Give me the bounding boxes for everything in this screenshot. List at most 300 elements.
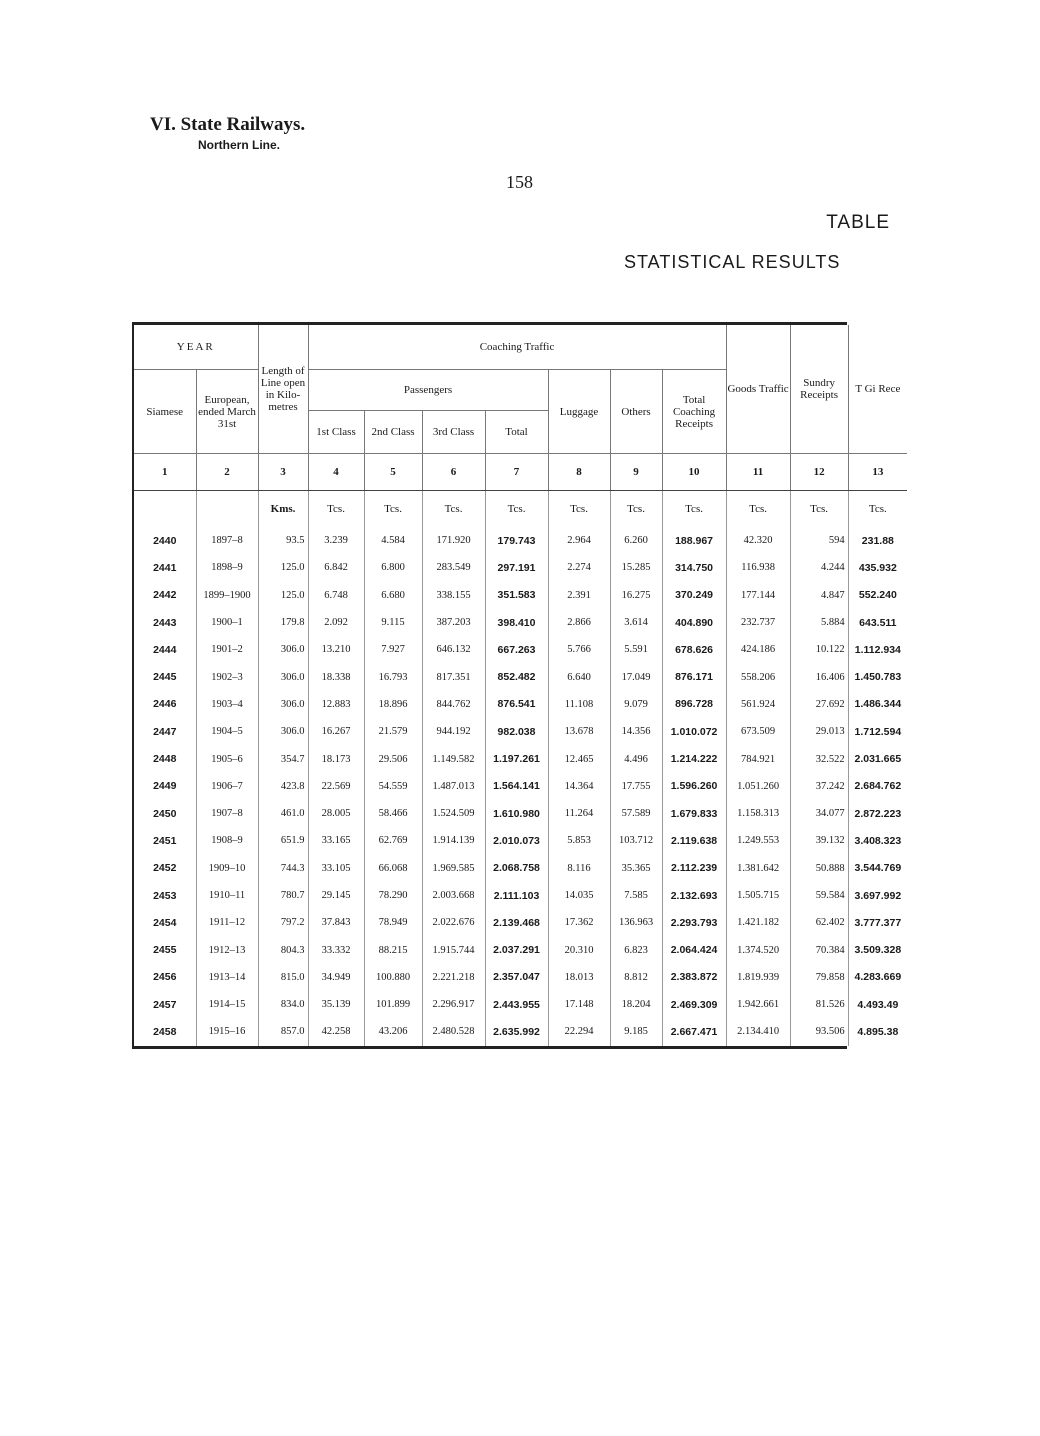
- table-cell: 1.610.980: [485, 800, 548, 827]
- unit-cell: Tcs.: [308, 491, 364, 528]
- table-cell: 22.294: [548, 1018, 610, 1045]
- table-cell: 18.204: [610, 991, 662, 1018]
- table-cell: 136.963: [610, 909, 662, 936]
- third-class-header: 3rd Class: [422, 411, 485, 454]
- table-cell: 1.942.661: [726, 991, 790, 1018]
- luggage-header: Luggage: [548, 370, 610, 454]
- table-cell: 2.383.872: [662, 964, 726, 991]
- year-header: YEAR: [134, 325, 258, 370]
- table-cell: 1897–8: [196, 527, 258, 554]
- table-cell: 177.144: [726, 582, 790, 609]
- col-number: 12: [790, 454, 848, 491]
- table-cell: 1.819.939: [726, 964, 790, 991]
- table-cell: 651.9: [258, 827, 308, 854]
- col-number: 4: [308, 454, 364, 491]
- table-cell: 2441: [134, 554, 196, 581]
- table-cell: 28.005: [308, 800, 364, 827]
- table-cell: 2.635.992: [485, 1018, 548, 1045]
- col-number: 3: [258, 454, 308, 491]
- table-cell: 14.356: [610, 718, 662, 745]
- table-row: [134, 964, 907, 991]
- statistics-table-container: [132, 322, 902, 1049]
- col-number: 9: [610, 454, 662, 491]
- table-cell: 424.186: [726, 636, 790, 663]
- table-cell: 797.2: [258, 909, 308, 936]
- unit-cell: Tcs.: [422, 491, 485, 528]
- table-cell: 34.949: [308, 964, 364, 991]
- table-row: [134, 991, 907, 1018]
- table-cell: 594: [790, 527, 848, 554]
- table-cell: 1913–14: [196, 964, 258, 991]
- table-cell: 2.022.676: [422, 909, 485, 936]
- table-cell: 2.872.223: [854, 807, 902, 820]
- table-cell: 14.364: [548, 773, 610, 800]
- table-cell: 423.8: [258, 773, 308, 800]
- table-row: [134, 609, 907, 636]
- table-cell: 29.145: [308, 882, 364, 909]
- table-cell: 2.119.638: [662, 827, 726, 854]
- table-cell: 6.640: [548, 663, 610, 690]
- table-cell: 1.197.261: [485, 745, 548, 772]
- table-cell: 78.949: [364, 909, 422, 936]
- table-cell: 2444: [134, 636, 196, 663]
- table-cell: 876.541: [485, 691, 548, 718]
- table-cell: 558.206: [726, 663, 790, 690]
- table-cell: 1.374.520: [726, 936, 790, 963]
- table-cell: 1900–1: [196, 609, 258, 636]
- table-cell: 6.748: [308, 582, 364, 609]
- table-cell: 171.920: [422, 527, 485, 554]
- table-cell: 179.8: [258, 609, 308, 636]
- table-cell: 9.185: [610, 1018, 662, 1045]
- table-cell: 2.469.309: [662, 991, 726, 1018]
- passengers-total-header: Total: [485, 411, 548, 454]
- table-label: TABLE: [826, 212, 890, 233]
- table-cell: 643.511: [859, 616, 897, 629]
- table-cell: 4.493.49: [857, 998, 899, 1011]
- col-number: 1: [134, 454, 196, 491]
- table-cell: 32.522: [790, 745, 848, 772]
- table-cell: 57.589: [610, 800, 662, 827]
- line-subtitle: Northern Line.: [198, 138, 281, 152]
- table-cell: 2456: [134, 964, 196, 991]
- table-cell: 5.884: [790, 609, 848, 636]
- table-cell: 2.221.218: [422, 964, 485, 991]
- table-cell: 1912–13: [196, 936, 258, 963]
- table-cell: 2.964: [548, 527, 610, 554]
- table-cell: 1904–5: [196, 718, 258, 745]
- table-cell: 2449: [134, 773, 196, 800]
- table-cell: 2458: [134, 1018, 196, 1045]
- col-number: 7: [485, 454, 548, 491]
- table-row: [134, 827, 907, 854]
- table-cell: 1.914.139: [422, 827, 485, 854]
- table-cell: 815.0: [258, 964, 308, 991]
- table-cell: 35.365: [610, 855, 662, 882]
- table-row: [134, 800, 907, 827]
- table-cell: 2445: [134, 663, 196, 690]
- table-cell: 2.139.468: [485, 909, 548, 936]
- table-cell: 42.320: [726, 527, 790, 554]
- table-cell: 1.051.260: [726, 773, 790, 800]
- table-cell: 1.249.553: [726, 827, 790, 854]
- coaching-traffic-header: Coaching Traffic: [308, 325, 726, 370]
- table-cell: 78.290: [364, 882, 422, 909]
- column-number-row: [134, 454, 907, 491]
- table-cell: 17.755: [610, 773, 662, 800]
- table-cell: 33.165: [308, 827, 364, 854]
- table-cell: 3.614: [610, 609, 662, 636]
- table-cell: 2.037.291: [485, 936, 548, 963]
- table-cell: 43.206: [364, 1018, 422, 1045]
- unit-cell: Tcs.: [364, 491, 422, 528]
- table-cell: 338.155: [422, 582, 485, 609]
- table-cell: 4.496: [610, 745, 662, 772]
- first-class-header: 1st Class: [308, 411, 364, 454]
- table-cell: 844.762: [422, 691, 485, 718]
- table-row: [134, 882, 907, 909]
- table-cell: 1.450.783: [854, 671, 902, 684]
- table-cell: 66.068: [364, 855, 422, 882]
- table-cell: 1.381.642: [726, 855, 790, 882]
- table-cell: 1.596.260: [662, 773, 726, 800]
- table-cell: 2454: [134, 909, 196, 936]
- table-cell: 20.310: [548, 936, 610, 963]
- unit-cell: Tcs.: [662, 491, 726, 528]
- table-cell: 13.210: [308, 636, 364, 663]
- col-number: 8: [548, 454, 610, 491]
- table-cell: 1898–9: [196, 554, 258, 581]
- unit-cell: Tcs.: [868, 503, 887, 515]
- others-header: Others: [610, 370, 662, 454]
- table-cell: 1.712.594: [854, 725, 902, 738]
- page-number: 158: [506, 172, 533, 192]
- col-number: 5: [364, 454, 422, 491]
- table-cell: 2.667.471: [662, 1018, 726, 1045]
- table-cell: 6.842: [308, 554, 364, 581]
- table-cell: 3.239: [308, 527, 364, 554]
- table-cell: 1914–15: [196, 991, 258, 1018]
- table-cell: 4.895.38: [857, 1025, 899, 1038]
- table-cell: 2440: [134, 527, 196, 554]
- table-cell: 7.927: [364, 636, 422, 663]
- table-cell: 2443: [134, 609, 196, 636]
- table-cell: 231.88: [861, 534, 894, 547]
- table-row: [134, 936, 907, 963]
- table-cell: 101.899: [364, 991, 422, 1018]
- results-label: STATISTICAL RESULTS: [624, 252, 841, 272]
- gross-receipts-header: T Gi Rece: [848, 325, 907, 454]
- table-cell: 2.111.103: [485, 882, 548, 909]
- table-cell: 4.244: [790, 554, 848, 581]
- col-number: 11: [726, 454, 790, 491]
- goods-header: Goods Traffic: [726, 325, 790, 454]
- table-cell: 804.3: [258, 936, 308, 963]
- table-cell: 3.408.323: [854, 834, 902, 847]
- table-cell: 39.132: [790, 827, 848, 854]
- table-cell: 93.506: [790, 1018, 848, 1045]
- table-cell: 12.465: [548, 745, 610, 772]
- table-cell: 16.406: [790, 663, 848, 690]
- table-cell: 404.890: [662, 609, 726, 636]
- unit-cell: [134, 491, 196, 528]
- passengers-header: Passengers: [308, 370, 548, 411]
- table-cell: 88.215: [364, 936, 422, 963]
- table-cell: 2446: [134, 691, 196, 718]
- table-cell: 2455: [134, 936, 196, 963]
- table-cell: 18.338: [308, 663, 364, 690]
- table-cell: 15.285: [610, 554, 662, 581]
- table-cell: 37.242: [790, 773, 848, 800]
- table-cell: 10.122: [790, 636, 848, 663]
- unit-cell: [196, 491, 258, 528]
- table-cell: 561.924: [726, 691, 790, 718]
- table-cell: 33.332: [308, 936, 364, 963]
- table-cell: 306.0: [258, 663, 308, 690]
- table-cell: 8.116: [548, 855, 610, 882]
- table-cell: 1.010.072: [662, 718, 726, 745]
- table-cell: 646.132: [422, 636, 485, 663]
- table-cell: 6.823: [610, 936, 662, 963]
- table-cell: 370.249: [662, 582, 726, 609]
- table-cell: 2.031.665: [854, 753, 902, 766]
- table-cell: 1.969.585: [422, 855, 485, 882]
- table-cell: 678.626: [662, 636, 726, 663]
- table-cell: 780.7: [258, 882, 308, 909]
- table-cell: 744.3: [258, 855, 308, 882]
- table-cell: 16.275: [610, 582, 662, 609]
- table-cell: 18.013: [548, 964, 610, 991]
- table-row: [134, 691, 907, 718]
- table-cell: 1.158.313: [726, 800, 790, 827]
- table-cell: 2.443.955: [485, 991, 548, 1018]
- table-cell: 103.712: [610, 827, 662, 854]
- col-number: 13: [848, 454, 907, 491]
- table-cell: 2.684.762: [854, 780, 902, 793]
- table-row: [134, 527, 907, 554]
- table-cell: 1903–4: [196, 691, 258, 718]
- table-cell: 1.679.833: [662, 800, 726, 827]
- table-cell: 1.564.141: [485, 773, 548, 800]
- table-cell: 50.888: [790, 855, 848, 882]
- statistics-table: [134, 325, 907, 1046]
- table-cell: 16.793: [364, 663, 422, 690]
- table-cell: 896.728: [662, 691, 726, 718]
- table-cell: 6.260: [610, 527, 662, 554]
- table-cell: 22.569: [308, 773, 364, 800]
- sundry-header: Sundry Receipts: [790, 325, 848, 454]
- table-cell: 5.591: [610, 636, 662, 663]
- european-header: European, ended March 31st: [196, 370, 258, 454]
- table-cell: 29.013: [790, 718, 848, 745]
- table-cell: 33.105: [308, 855, 364, 882]
- table-row: [134, 773, 907, 800]
- unit-cell: Tcs.: [790, 491, 848, 528]
- table-cell: 2.296.917: [422, 991, 485, 1018]
- table-cell: 16.267: [308, 718, 364, 745]
- length-header: Length of Line open in Kilo-metres: [258, 325, 308, 454]
- table-cell: 2.480.528: [422, 1018, 485, 1045]
- table-cell: 14.035: [548, 882, 610, 909]
- second-class-header: 2nd Class: [364, 411, 422, 454]
- table-cell: 4.584: [364, 527, 422, 554]
- table-cell: 1902–3: [196, 663, 258, 690]
- unit-cell: Tcs.: [548, 491, 610, 528]
- table-cell: 435.932: [858, 561, 897, 574]
- table-cell: 2.866: [548, 609, 610, 636]
- table-cell: 116.938: [726, 554, 790, 581]
- table-cell: 944.192: [422, 718, 485, 745]
- table-cell: 1.524.509: [422, 800, 485, 827]
- table-cell: 1906–7: [196, 773, 258, 800]
- table-cell: 2.068.758: [485, 855, 548, 882]
- table-cell: 2.003.668: [422, 882, 485, 909]
- table-cell: 2.134.410: [726, 1018, 790, 1045]
- unit-cell: Kms.: [258, 491, 308, 528]
- col-number: 2: [196, 454, 258, 491]
- table-cell: 2.092: [308, 609, 364, 636]
- table-cell: 100.880: [364, 964, 422, 991]
- table-cell: 2.112.239: [662, 855, 726, 882]
- table-cell: 42.258: [308, 1018, 364, 1045]
- table-cell: 232.737: [726, 609, 790, 636]
- table-cell: 2450: [134, 800, 196, 827]
- table-cell: 673.509: [726, 718, 790, 745]
- table-cell: 125.0: [258, 582, 308, 609]
- table-row: [134, 855, 907, 882]
- table-cell: 2.293.793: [662, 909, 726, 936]
- table-cell: 306.0: [258, 636, 308, 663]
- table-cell: 34.077: [790, 800, 848, 827]
- table-cell: 9.115: [364, 609, 422, 636]
- table-cell: 93.5: [258, 527, 308, 554]
- table-cell: 2448: [134, 745, 196, 772]
- table-cell: 667.263: [485, 636, 548, 663]
- table-cell: 1909–10: [196, 855, 258, 882]
- table-cell: 11.108: [548, 691, 610, 718]
- table-row: [134, 582, 907, 609]
- table-cell: 351.583: [485, 582, 548, 609]
- table-row: [134, 1018, 907, 1045]
- table-cell: 125.0: [258, 554, 308, 581]
- table-cell: 18.896: [364, 691, 422, 718]
- table-cell: 1899–1900: [196, 582, 258, 609]
- table-row: [134, 636, 907, 663]
- table-cell: 2.064.424: [662, 936, 726, 963]
- table-cell: 179.743: [485, 527, 548, 554]
- col-number: 6: [422, 454, 485, 491]
- table-cell: 2447: [134, 718, 196, 745]
- table-cell: 784.921: [726, 745, 790, 772]
- table-cell: 857.0: [258, 1018, 308, 1045]
- table-cell: 1.149.582: [422, 745, 485, 772]
- table-cell: 8.812: [610, 964, 662, 991]
- table-cell: 1.486.344: [854, 698, 902, 711]
- table-cell: 17.362: [548, 909, 610, 936]
- table-cell: 834.0: [258, 991, 308, 1018]
- table-cell: 54.559: [364, 773, 422, 800]
- table-cell: 7.585: [610, 882, 662, 909]
- table-cell: 5.766: [548, 636, 610, 663]
- table-cell: 3.697.992: [854, 889, 902, 902]
- table-row: [134, 745, 907, 772]
- table-cell: 2442: [134, 582, 196, 609]
- table-cell: 1.112.934: [854, 643, 901, 656]
- table-cell: 58.466: [364, 800, 422, 827]
- table-row: [134, 718, 907, 745]
- table-cell: 81.526: [790, 991, 848, 1018]
- table-cell: 37.843: [308, 909, 364, 936]
- table-cell: 1.214.222: [662, 745, 726, 772]
- table-cell: 1.421.182: [726, 909, 790, 936]
- table-cell: 62.769: [364, 827, 422, 854]
- table-cell: 17.049: [610, 663, 662, 690]
- table-cell: 29.506: [364, 745, 422, 772]
- table-cell: 461.0: [258, 800, 308, 827]
- table-cell: 4.283.669: [854, 971, 902, 984]
- col-number: 10: [662, 454, 726, 491]
- table-cell: 876.171: [662, 663, 726, 690]
- table-cell: 2.274: [548, 554, 610, 581]
- table-cell: 2.010.073: [485, 827, 548, 854]
- table-cell: 59.584: [790, 882, 848, 909]
- table-cell: 3.777.377: [854, 916, 902, 929]
- table-cell: 306.0: [258, 691, 308, 718]
- table-cell: 817.351: [422, 663, 485, 690]
- table-cell: 2.132.693: [662, 882, 726, 909]
- table-cell: 27.692: [790, 691, 848, 718]
- table-cell: 11.264: [548, 800, 610, 827]
- table-row: [134, 909, 907, 936]
- table-cell: 283.549: [422, 554, 485, 581]
- table-cell: 62.402: [790, 909, 848, 936]
- siamese-header: Siamese: [134, 370, 196, 454]
- table-cell: 21.579: [364, 718, 422, 745]
- table-cell: 9.079: [610, 691, 662, 718]
- table-cell: 982.038: [485, 718, 548, 745]
- table-cell: 35.139: [308, 991, 364, 1018]
- table-cell: 1.505.715: [726, 882, 790, 909]
- table-cell: 79.858: [790, 964, 848, 991]
- table-cell: 188.967: [662, 527, 726, 554]
- table-cell: 5.853: [548, 827, 610, 854]
- table-cell: 552.240: [858, 589, 897, 602]
- table-row: [134, 554, 907, 581]
- table-body: [134, 491, 907, 1046]
- table-cell: 2453: [134, 882, 196, 909]
- table-cell: 314.750: [662, 554, 726, 581]
- table-cell: 2451: [134, 827, 196, 854]
- table-cell: 1908–9: [196, 827, 258, 854]
- table-cell: 2.391: [548, 582, 610, 609]
- table-cell: 17.148: [548, 991, 610, 1018]
- table-cell: 6.800: [364, 554, 422, 581]
- table-cell: 1.915.744: [422, 936, 485, 963]
- table-cell: 6.680: [364, 582, 422, 609]
- table-row: [134, 663, 907, 690]
- section-title: VI. State Railways.: [150, 114, 306, 135]
- table-cell: 1905–6: [196, 745, 258, 772]
- table-cell: 1910–11: [196, 882, 258, 909]
- table-cell: 3.509.328: [854, 944, 902, 957]
- table-cell: 1901–2: [196, 636, 258, 663]
- table-cell: 70.384: [790, 936, 848, 963]
- table-cell: 2452: [134, 855, 196, 882]
- table-cell: 306.0: [258, 718, 308, 745]
- table-cell: 354.7: [258, 745, 308, 772]
- table-cell: 1911–12: [196, 909, 258, 936]
- table-cell: 18.173: [308, 745, 364, 772]
